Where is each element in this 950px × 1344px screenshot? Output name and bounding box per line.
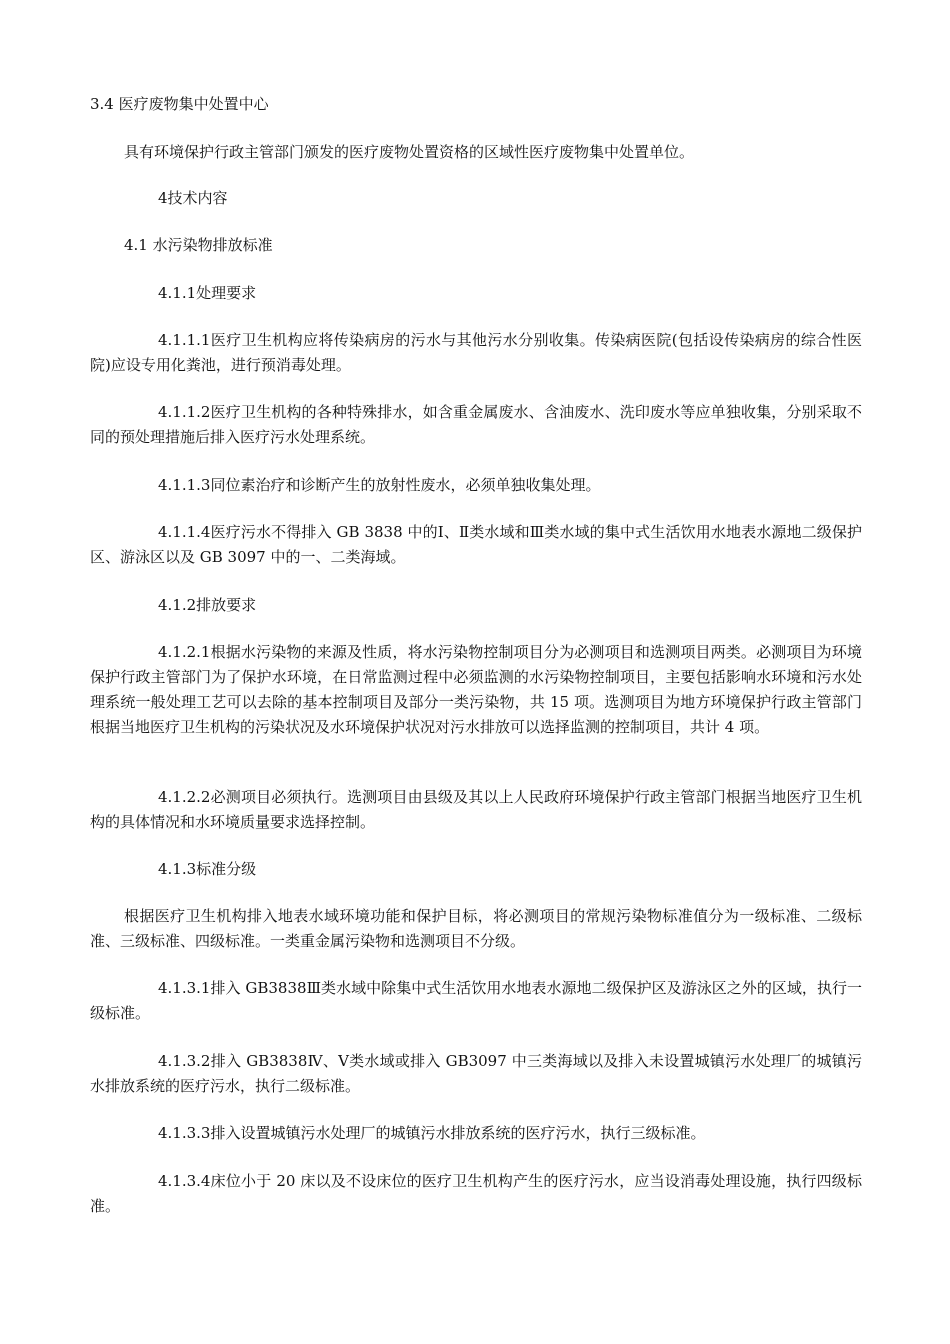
section-heading-3-4 [90,92,862,117]
clause-text: 医疗卫生机构应将传染病房的污水与其他污水分别收集。传染病医院(包括设传染病房的综合性医院)应设专用化粪池，进行预消毒处理。 [90,331,862,374]
clause-number: 4.1.1.2 [158,403,211,421]
clause-number: 4.1.3.2 [158,1052,211,1070]
heading-text: 标准分级 [196,860,257,878]
heading-text: 4.1 水污染物排放标准 [124,236,273,254]
clause-number: 4.1.3.4 [158,1172,211,1190]
paragraph-text: 具有环境保护行政主管部门颁发的医疗废物处置资格的区域性医疗废物集中处置单位。 [124,143,695,161]
clause-text: 医疗卫生机构的各种特殊排水，如含重金属废水、含油废水、洗印废水等应单独收集，分别采取不同的预处理措施后排入医疗污水处理系统。 [90,403,862,446]
clause-text: 医疗污水不得排入 GB 3838 中的Ⅰ、Ⅱ类水域和Ⅲ类水域的集中式生活饮用水地表水源地二级保护区、游泳区以及 GB 3097 中的一、二类海域。 [90,523,862,566]
section-heading-4 [90,186,862,211]
section-number: 4 [158,189,168,207]
heading-text: 处理要求 [196,284,257,302]
clause-4-1-1-4 [90,520,862,570]
clause-number: 4.1.3.3 [158,1124,211,1142]
section-heading-4-1-1 [90,281,862,306]
section-number: 4.1.1 [158,284,197,302]
clause-text: 必测项目必须执行。选测项目由县级及其以上人民政府环境保护行政主管部门根据当地医疗卫生机构的具体情况和水环境质量要求选择控制。 [90,788,862,831]
clause-text: 排入设置城镇污水处理厂的城镇污水排放系统的医疗污水，执行三级标准。 [210,1124,706,1142]
clause-4-1-3-1 [90,976,862,1026]
clause-text: 排入 GB3838Ⅲ类水域中除集中式生活饮用水地表水源地二级保护区及游泳区之外的区域，执行一级标准。 [90,979,862,1022]
clause-4-1-3-4 [90,1169,862,1219]
clause-number: 4.1.1.1 [158,331,211,349]
paragraph-text: 根据医疗卫生机构排入地表水域环境功能和保护目标，将必测项目的常规污染物标准值分为一级标准、二级标准、三级标准、四级标准。一类重金属污染物和选测项目不分级。 [90,907,862,950]
clause-4-1-1-1 [90,328,862,378]
clause-4-1-3-2 [90,1049,862,1099]
clause-text: 同位素治疗和诊断产生的放射性废水，必须单独收集处理。 [210,476,601,494]
clause-4-1-1-3 [90,473,862,498]
section-heading-4-1-2 [90,593,862,618]
heading-text: 技术内容 [167,189,228,207]
clause-4-1-2-1 [90,640,862,740]
section-number: 4.1.3 [158,860,197,878]
clause-text: 根据水污染物的来源及性质，将水污染物控制项目分为必测项目和选测项目两类。必测项目为环境保护行政主管部门为了保护水环境，在日常监测过程中必须监测的水污染物控制项目，主要包括影响水环境和污水处理系统一般处理工艺可以去除的基本控制项目及部分一类污染物，共 15 项。选测项目为地方环境保护行政主管部门根据当地医疗卫生机构的污染状况及水环境保护状况对污水排放可以选择监测的控制项目，共计 4 项。 [90,643,862,736]
clause-number: 4.1.1.4 [158,523,211,541]
clause-number: 4.1.3.1 [158,979,211,997]
clause-text: 床位小于 20 床以及不设床位的医疗卫生机构产生的医疗污水，应当设消毒处理设施，执行四级标准。 [90,1172,862,1215]
heading-text: 排放要求 [196,596,257,614]
clause-4-1-2-2 [90,785,862,835]
section-heading-4-1 [90,233,862,258]
section-heading-4-1-3 [90,857,862,882]
paragraph-3-4 [90,140,862,165]
clause-text: 排入 GB3838Ⅳ、Ⅴ类水域或排入 GB3097 中三类海域以及排入未设置城镇污水处理厂的城镇污水排放系统的医疗污水，执行二级标准。 [90,1052,862,1095]
section-number: 4.1.2 [158,596,197,614]
clause-4-1-3-3 [90,1121,862,1146]
clause-number: 4.1.1.3 [158,476,211,494]
clause-number: 4.1.2.2 [158,788,211,806]
paragraph-4-1-3 [90,904,862,954]
clause-number: 4.1.2.1 [158,643,211,661]
heading-text: 3.4 医疗废物集中处置中心 [90,95,269,113]
clause-4-1-1-2 [90,400,862,450]
